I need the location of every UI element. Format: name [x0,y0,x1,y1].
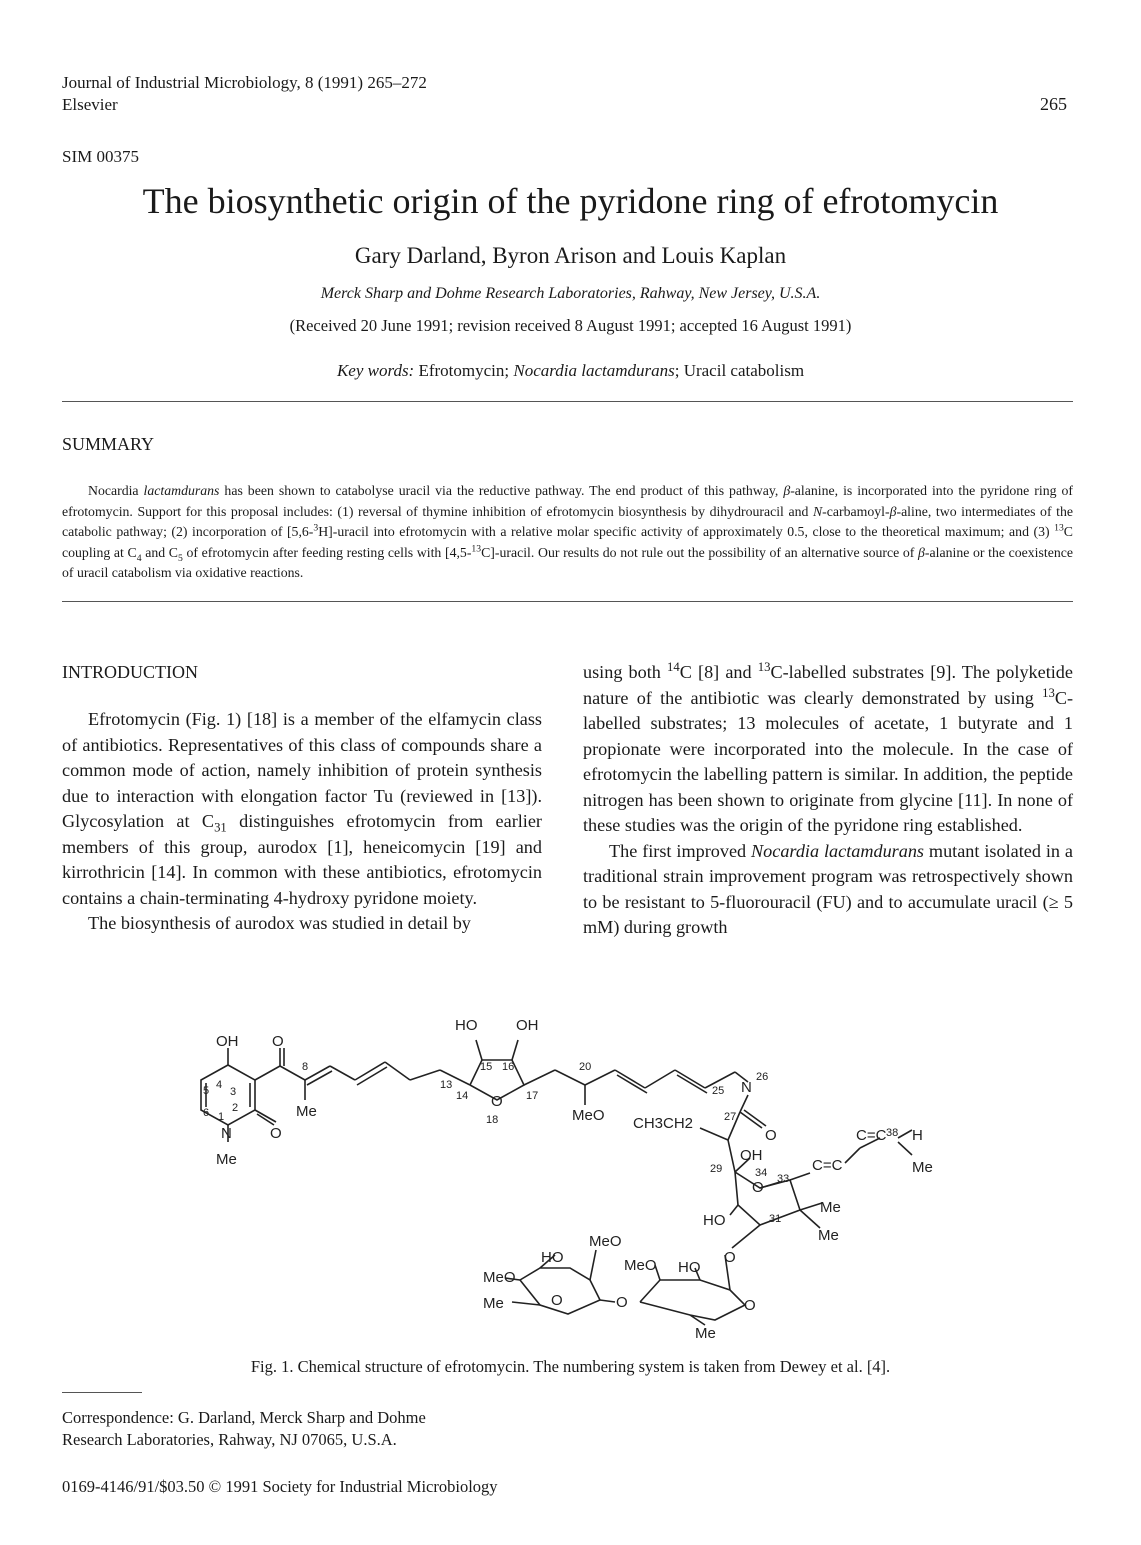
svg-text:14: 14 [456,1090,469,1102]
structure-bonds [201,1040,912,1325]
svg-text:18: 18 [486,1114,499,1126]
label-o: O [551,1292,563,1309]
received-dates: (Received 20 June 1991; revision received 8 August 1991; accepted 16 August 1991) [289,316,852,335]
label-alkyne: C=C [812,1157,843,1174]
svg-text:16: 16 [502,1061,515,1073]
svg-text:5: 5 [203,1085,210,1097]
label-oh: OH [216,1033,239,1050]
correspondence-line-2: Research Laboratories, Rahway, NJ 07065, U.S.A. [62,1430,397,1449]
label-h: H [912,1127,923,1144]
label-o: O [765,1127,777,1144]
paper-title: The biosynthetic origin of the pyridone ring of efrotomycin [142,181,999,221]
keyword-3: ; Uracil catabolism [674,361,805,380]
label-ho: HO [678,1259,701,1276]
footnote-rule [62,1392,142,1393]
svg-text:34: 34 [755,1167,768,1179]
svg-text:6: 6 [203,1107,210,1119]
keyword-2: Nocardia lactamdurans [513,361,675,380]
svg-text:38: 38 [886,1127,899,1139]
introduction-heading: INTRODUCTION [62,662,198,682]
keyword-1: Efrotomycin; [418,361,510,380]
label-n: N [741,1079,752,1096]
label-me: Me [820,1199,841,1216]
journal-citation: Journal of Industrial Microbiology, 8 (1991) 265–272 [62,73,427,92]
label-ho: HO [455,1017,478,1034]
label-me: Me [296,1103,317,1120]
svg-text:8: 8 [302,1061,309,1073]
keywords [0,361,1141,381]
intro-paragraph-2: The biosynthesis of aurodox was studied in detail by [88,913,471,933]
correspondence-line-1: Correspondence: G. Darland, Merck Sharp and Dohme [62,1408,426,1427]
label-o: O [724,1249,736,1266]
svg-text:31: 31 [769,1213,782,1225]
authors: Gary Darland, Byron Arison and Louis Kaplan [354,243,787,268]
label-meo: MeO [483,1269,516,1286]
label-oh: OH [740,1147,763,1164]
label-me: Me [912,1159,933,1176]
label-meo: MeO [624,1257,657,1274]
label-oh: OH [516,1017,539,1034]
label-me: Me [695,1325,716,1342]
figure-caption: Fig. 1. Chemical structure of efrotomycin. The numbering system is taken from Dewey et al. [4]. [250,1357,891,1376]
label-me: Me [483,1295,504,1312]
svg-text:1: 1 [218,1111,225,1123]
svg-text:20: 20 [579,1061,592,1073]
label-o: O [744,1297,756,1314]
label-ho: HO [541,1249,564,1266]
page-number: 265 [1040,94,1067,114]
svg-text:2: 2 [232,1102,239,1114]
label-o: O [616,1294,628,1311]
svg-text:4: 4 [216,1079,223,1091]
svg-text:27: 27 [724,1111,737,1123]
label-me: Me [216,1151,237,1168]
svg-text:29: 29 [710,1163,723,1175]
affiliation: Merck Sharp and Dohme Research Laboratories, Rahway, New Jersey, U.S.A. [320,285,821,302]
right-paragraph-1: using both $^{14}$C [8] and $^{13}$C-labelled substrates [9]. The polyketide nature of the antibiotic was clearly demonstrated by using $^{13}$C-labelled substrates; 13 molecules of acetate, 1 butyrate and 1 propionate were incorporated into the molecule. In the case of efrotomycin the labelling pattern is similar. In addition, the peptide nitrogen has been shown to originate from glycine [11]. In none of these studies was the origin of the pyridone ring established. [583,659,1073,835]
label-o: O [272,1033,284,1050]
right-paragraph-2: The first improved Nocardia lactamdurans mutant isolated in a traditional strain improvement program was retrospectively shown to be resistant to 5-fluorouracil (FU) and to accumulate uracil (≥ 5 mM) during growth [583,840,1073,937]
summary-heading: SUMMARY [62,434,155,454]
label-o: O [270,1125,282,1142]
label-o: O [752,1179,764,1196]
label-me: Me [818,1227,839,1244]
svg-text:15: 15 [480,1061,493,1073]
keywords-label: Key words: [336,361,415,380]
svg-text:3: 3 [230,1086,237,1098]
structure-numbering [203,1061,898,1225]
summary-text: Nocardia lactamdurans has been shown to catabolyse uracil via the reductive pathway. The end product of this pathway, β-alanine, is incorporated into the pyridone ring of efrotomycin. Support for this proposal includes: (1) reversal of thymine inhibition of efrotomycin biosynthesis by dihydrouracil and N-carbamoyl-β-aline, two intermediates of the catabolic pathway; (2) incorporation of [5,6-$^3$H]-uracil into efrotomycin with a relative molar specific activity of approximately 0.5, close to the theoretical maximum; and (3) $^{13}$C coupling at $C_4$ and $C_5$ of efrotomycin after feeding resting cells with [4,5-$^{13}$C]-uracil. Our results do not rule out the possibility of an alternative source of β-alanine or the coexistence of uracil catabolism via oxidative reactions. [62,483,1073,581]
rule-bottom [62,601,1073,602]
intro-right-column [583,660,1073,941]
sim-id: SIM 00375 [62,147,139,166]
svg-text:25: 25 [712,1085,725,1097]
svg-text:13: 13 [440,1079,453,1091]
label-ethyl: CH3CH2 [633,1115,694,1132]
label-meo: MeO [572,1107,605,1124]
structure-atom-labels [216,1017,933,1342]
label-n: N [221,1125,232,1142]
svg-text:17: 17 [526,1090,539,1102]
svg-text:26: 26 [756,1071,769,1083]
label-meo: MeO [589,1233,622,1250]
publisher: Elsevier [62,95,118,114]
intro-paragraph-1: Efrotomycin (Fig. 1) [18] is a member of the elfamycin class of antibiotics. Representatives of this class of compounds share a common mode of action, namely inhibition of protein synthesis due to interaction with elongation factor Tu (reviewed in [13]). Glycosylation at $C_{31}$ distinguishes efrotomycin from earlier members of this group, aurodox [1], heneicomycin [19] and kirrothricin [14]. In common with these antibiotics, efrotomycin contains a chain-terminating 4-hydroxy pyridone moiety. [62,709,542,908]
svg-text:33: 33 [777,1173,790,1185]
label-o: O [491,1093,503,1110]
label-ho: HO [703,1212,726,1229]
label-alkene: C=C [856,1127,887,1144]
issn-copyright: 0169-4146/91/$03.50 © 1991 Society for Industrial Microbiology [62,1477,498,1496]
efrotomycin-structure [0,1000,1141,1350]
intro-left-column [62,707,542,937]
rule-top [62,401,1073,402]
